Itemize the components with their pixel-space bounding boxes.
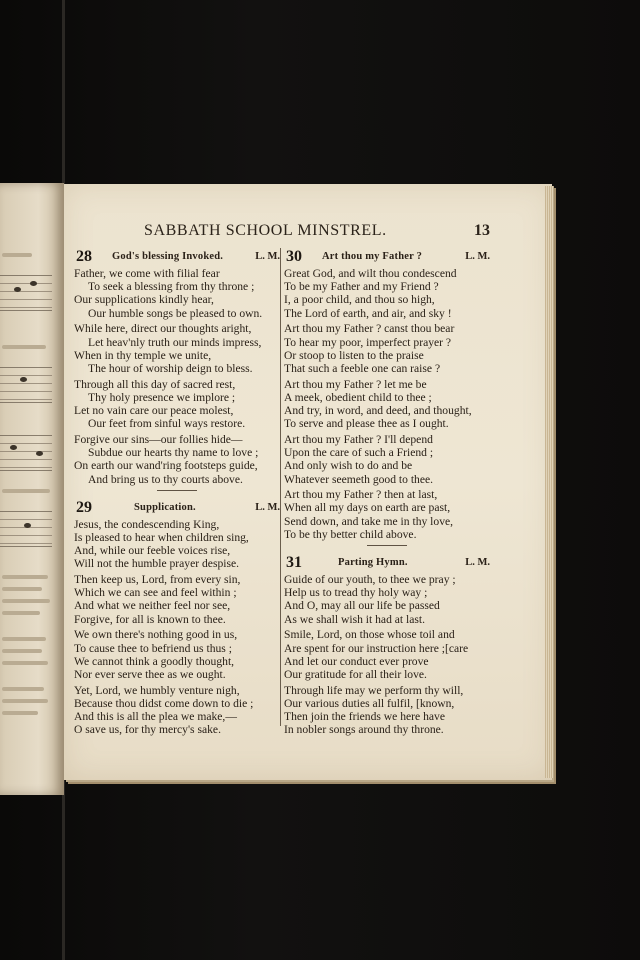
verse-line: The Lord of earth, and air, and sky ! [284,306,452,320]
hymn-meter: L. M. [255,501,280,513]
verse-line: Art thou my Father ? canst thou bear [284,322,455,336]
verse-line: Father, we come with filial fear [74,267,220,280]
stanza [74,518,280,571]
faded-text [2,699,48,703]
hymn-title: Supplication. [134,501,196,513]
hymn-heading [284,248,490,266]
stanza [74,378,280,431]
stanza [74,322,280,375]
stanza [284,684,490,737]
hymn-meter: L. M. [465,251,490,262]
stanza [74,684,280,737]
verse-line: Then join the friends we here have [284,710,445,724]
hymn-title: God's blessing Invoked. [112,251,224,262]
hymn-31 [284,554,490,736]
music-note [14,287,21,292]
music-note [24,523,31,528]
stanza [74,573,280,626]
hymn-number: 29 [76,498,92,516]
right-column [284,248,490,739]
stanza [74,628,280,681]
verse-line: As we shall wish it had at last. [284,612,426,626]
verse-line: Smile, Lord, on those whose toil and [284,628,455,642]
faded-text [2,575,48,579]
music-note [10,445,17,450]
verse-line: And, while our feeble voices rise, [74,544,231,558]
stanza [74,433,280,486]
verse-line: Let no vain care our peace molest, [74,404,234,418]
hymn-heading [74,499,280,517]
verse-line: Forgive, for all is known to thee. [74,612,226,626]
verse-line: We own there's nothing good in us, [74,628,238,642]
verse-line: To seek a blessing from thy throne ; [88,280,255,294]
stanza [284,573,490,626]
verse-line: And bring us to thy courts above. [88,472,243,486]
verse-line: Forgive our sins—our follies hide— [74,432,243,446]
verse-line: Are spent for our instruction here ;[care [284,641,469,655]
stanza [284,322,490,375]
faded-text [2,637,46,641]
verse-line: Art thou my Father ? let me be [284,377,427,391]
faded-text [2,661,48,665]
hymn-meter: L. M. [255,251,280,262]
verse-line: Our various duties all fulfil, [known, [284,696,455,710]
verse-line: I, a poor child, and thou so high, [284,293,435,307]
verse-line: In nobler songs around thy throne. [284,723,444,737]
verse-line: Our supplications kindly hear, [74,293,214,307]
verse-line: Our gratitude for all their love. [284,667,427,681]
verse-line: When in thy temple we unite, [74,348,212,362]
verse-line: Upon the care of such a Friend ; [284,446,434,460]
hymn-separator [367,545,407,546]
verse-line: And this is all the plea we make,— [74,710,237,724]
verse-line: Great God, and wilt thou condescend [284,267,457,280]
faded-text [2,649,42,653]
stanza [284,378,490,431]
verse-line: And O, may all our life be passed [284,599,440,613]
verse-line: To serve and please thee as I ought. [284,417,449,431]
verse-line: Yet, Lord, we humbly venture nigh, [74,683,240,697]
verse-line: And try, in word, and deed, and thought, [284,404,472,418]
page-stack-edge [545,186,553,778]
hymn-heading [284,554,490,572]
stanza [74,267,280,320]
verse-line: The hour of worship deign to bless. [88,361,253,375]
verse-line: Let heav'nly truth our minds impress, [88,335,262,349]
music-note [36,451,43,456]
hymn-title: Art thou my Father ? [322,251,423,262]
music-staff [0,367,52,403]
stanza [284,628,490,681]
faded-text [2,253,32,257]
hymn-number: 30 [286,248,302,265]
verse-line: Or stoop to listen to the praise [284,348,424,362]
music-note [20,377,27,382]
faded-text [2,345,46,349]
hymn-29 [74,499,280,737]
stanza [284,267,490,320]
verse-line: And only wish to do and be [284,459,413,473]
verse-line: Through life may we perform thy will, [284,683,464,697]
verse-line: To be my Father and my Friend ? [284,280,439,294]
music-staff [0,275,52,311]
verse-line: And what we neither feel nor see, [74,599,231,613]
verse-line: To hear my poor, imperfect prayer ? [284,335,452,349]
faded-text [2,711,38,715]
verse-line: Thy holy presence we implore ; [88,390,236,404]
verse-line: Will not the humble prayer despise. [74,557,240,571]
verse-line: Art thou my Father ? then at last, [284,488,438,502]
verse-line: Our humble songs be pleased to own. [88,306,263,320]
hymn-title: Parting Hymn. [338,557,408,569]
verse-line: Art thou my Father ? I'll depend [284,432,433,446]
running-header [88,222,492,246]
page-number: 13 [474,222,490,239]
verse-line: Is pleased to hear when children sing, [74,530,249,544]
verse-line: O save us, for thy mercy's sake. [74,723,221,737]
verse-line: Whatever seemeth good to thee. [284,472,434,486]
hymn-meter: L. M. [465,557,490,569]
verse-line: While here, direct our thoughts aright, [74,322,252,336]
verse-line: On earth our wand'ring footsteps guide, [74,459,258,473]
column-divider [280,248,281,726]
hymn-heading [74,248,280,266]
verse-line: That such a feeble one can raise ? [284,361,441,375]
faded-text [2,687,44,691]
music-note [30,281,37,286]
verse-line: When all my days on earth are past, [284,501,451,515]
verse-line: Send down, and take me in thy love, [284,514,454,528]
stanza [284,488,490,541]
verse-line: To be thy better child above. [284,527,417,541]
verse-line: Nor ever serve thee as we ought. [74,667,226,681]
hymn-number: 31 [286,554,302,572]
music-staff [0,511,52,547]
hymn-28 [74,248,280,486]
stanza [284,433,490,486]
facing-page-fragment [0,183,64,795]
verse-line: A meek, obedient child to thee ; [284,390,432,404]
verse-line: Subdue our hearts thy name to love ; [88,446,259,460]
verse-line: We cannot think a goodly thought, [74,654,235,668]
faded-text [2,587,42,591]
hymn-number: 28 [76,248,92,265]
verse-line: Guide of our youth, to thee we pray ; [284,573,456,587]
verse-line: And let our conduct ever prove [284,654,429,668]
verse-line: Because thou didst come down to die ; [74,696,254,710]
verse-line: Then keep us, Lord, from every sin, [74,573,241,587]
faded-text [2,489,50,493]
music-staff [0,435,52,471]
hymn-separator [157,490,197,491]
verse-line: Help us to tread thy holy way ; [284,586,428,600]
faded-text [2,611,40,615]
verse-line: To cause thee to befriend us thus ; [74,641,232,655]
left-column [74,248,280,739]
hymn-30 [284,248,490,541]
verse-line: Which we can see and feel within ; [74,586,237,600]
book-title: SABBATH SCHOOL MINSTREL. [144,222,387,239]
verse-line: Through all this day of sacred rest, [74,377,236,391]
verse-line: Our feet from sinful ways restore. [88,417,246,431]
faded-text [2,599,50,603]
verse-line: Jesus, the condescending King, [74,517,220,531]
